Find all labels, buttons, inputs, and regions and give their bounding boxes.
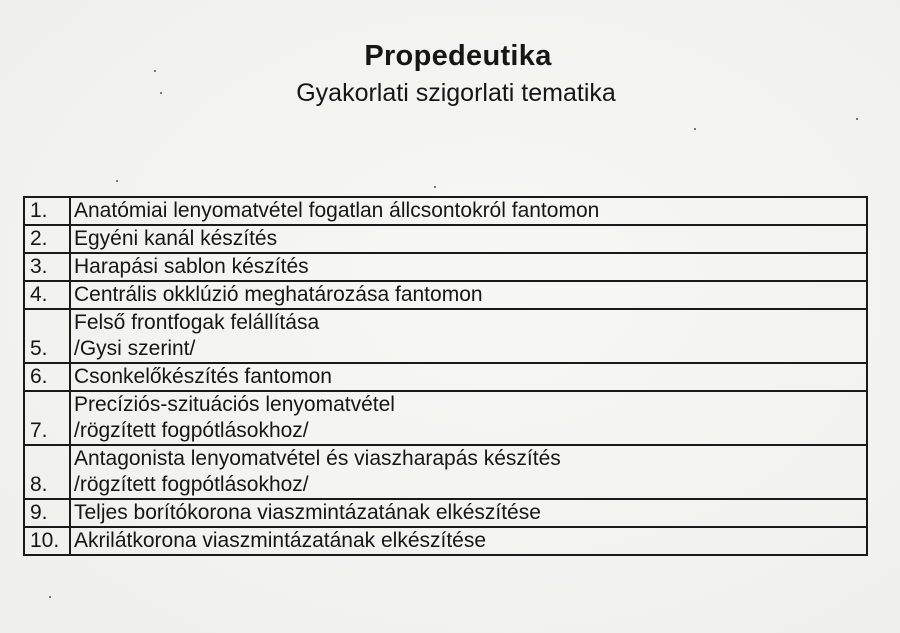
- topic-text-line: Akrilátkorona viaszmintázatának elkészítése: [74, 529, 487, 552]
- scan-speck: [694, 128, 696, 130]
- page-subtitle: Gyakorlati szigorlati tematika: [296, 79, 616, 107]
- topic-number: 6.: [24, 363, 70, 391]
- topic-text: [70, 391, 867, 445]
- topic-text-line: /rögzített fogpótlásokhoz/: [74, 419, 309, 442]
- scan-speck: [434, 186, 436, 188]
- topic-text: [70, 499, 867, 527]
- topic-number: 10.: [24, 527, 70, 555]
- page-title: Propedeutika: [364, 40, 552, 72]
- topic-text: [70, 363, 867, 391]
- topic-number: 7.: [24, 391, 70, 445]
- topic-row: [24, 499, 867, 527]
- topic-number: 3.: [24, 253, 70, 281]
- topic-number: 5.: [24, 309, 70, 363]
- topics-table: [23, 196, 868, 556]
- topics-table-body: [24, 197, 867, 555]
- topic-text-line: Antagonista lenyomatvétel és viaszharapás készítés: [74, 447, 561, 470]
- topic-row: [24, 363, 867, 391]
- topic-text-line: Felső frontfogak felállítása: [74, 311, 320, 334]
- topic-text-line: Teljes borítókorona viaszmintázatának elkészítése: [74, 501, 541, 524]
- scan-speck: [116, 180, 118, 182]
- topic-text-line: Precíziós-szituációs lenyomatvétel: [74, 393, 395, 416]
- topic-text: [70, 445, 867, 499]
- topic-text-line: /rögzített fogpótlásokhoz/: [74, 473, 309, 496]
- topic-text: [70, 197, 867, 225]
- topic-text: [70, 309, 867, 363]
- topic-row: [24, 391, 867, 445]
- topic-text: [70, 281, 867, 309]
- topic-text-line: Egyéni kanál készítés: [74, 227, 278, 250]
- scan-speck: [154, 70, 156, 72]
- topic-row: [24, 253, 867, 281]
- topic-row: [24, 197, 867, 225]
- topic-number: 4.: [24, 281, 70, 309]
- topic-text-line: Anatómiai lenyomatvétel fogatlan állcsontokról fantomon: [74, 199, 600, 222]
- topic-text: [70, 527, 867, 555]
- scan-speck: [160, 92, 162, 94]
- topic-number: 2.: [24, 225, 70, 253]
- topic-text-line: Centrális okklúzió meghatározása fantomon: [74, 283, 483, 306]
- topic-row: [24, 527, 867, 555]
- scan-speck: [856, 118, 858, 120]
- topic-text: [70, 253, 867, 281]
- topic-number: 8.: [24, 445, 70, 499]
- topic-number: 1.: [24, 197, 70, 225]
- topic-row: [24, 281, 867, 309]
- topic-text-line: /Gysi szerint/: [74, 337, 196, 360]
- topic-row: [24, 445, 867, 499]
- topic-text: [70, 225, 867, 253]
- topic-text-line: Csonkelőkészítés fantomon: [74, 365, 332, 388]
- topic-row: [24, 309, 867, 363]
- topic-number: 9.: [24, 499, 70, 527]
- topic-text-line: Harapási sablon készítés: [74, 255, 309, 278]
- topic-row: [24, 225, 867, 253]
- scan-speck: [49, 596, 51, 598]
